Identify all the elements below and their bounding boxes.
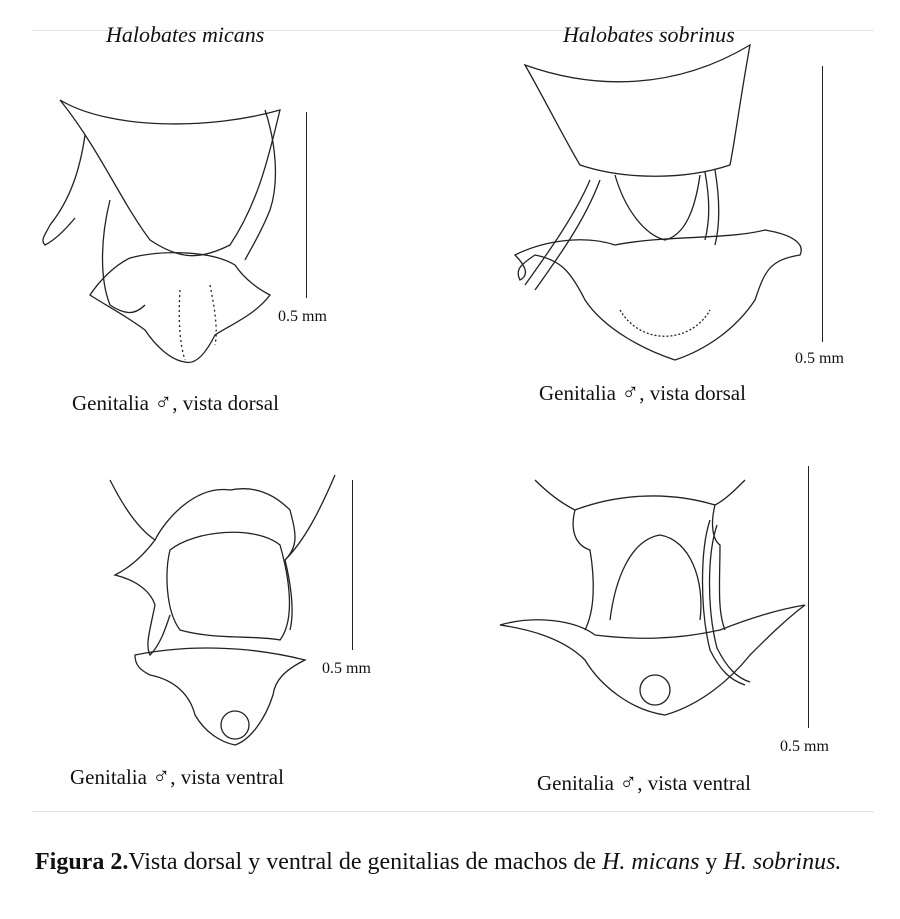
caption-bottom-right-post: , vista ventral [637, 771, 751, 795]
micans-dorsal-drawing [30, 90, 330, 380]
caption-top-right [539, 380, 746, 407]
scale-bar-top-right [822, 66, 823, 342]
species-name-micans: H. micans [602, 849, 700, 875]
male-symbol-icon: ♂ [152, 764, 171, 790]
caption-top-left-pre: Genitalia [72, 391, 155, 415]
scale-bar-top-left [306, 112, 307, 298]
scale-label-top-left: 0.5 mm [278, 308, 327, 325]
sobrinus-dorsal-drawing [505, 40, 815, 370]
caption-top-right-post: , vista dorsal [639, 381, 746, 405]
figure-caption-text: Vista dorsal y ventral de genitalias de machos de [128, 849, 603, 875]
caption-bottom-left [70, 764, 284, 791]
caption-bottom-left-pre: Genitalia [70, 765, 153, 789]
figure-label: Figura 2. [35, 849, 129, 875]
figure-caption-connector: y [699, 849, 724, 875]
scale-label-bottom-right: 0.5 mm [780, 738, 829, 755]
species-title-right: Halobates sobrinus [563, 22, 735, 47]
species-title-left: Halobates micans [106, 22, 265, 47]
species-name-sobrinus: H. sobrinus. [723, 849, 842, 875]
male-symbol-icon: ♂ [154, 390, 173, 416]
scale-label-top-right: 0.5 mm [795, 350, 844, 367]
caption-top-left-post: , vista dorsal [172, 391, 279, 415]
scale-bar-bottom-right [808, 466, 809, 728]
figure-caption [35, 848, 875, 876]
caption-bottom-left-post: , vista ventral [170, 765, 284, 789]
male-symbol-icon: ♂ [619, 770, 638, 796]
caption-bottom-right-pre: Genitalia [537, 771, 620, 795]
caption-bottom-right [537, 770, 751, 797]
micans-ventral-drawing [95, 470, 345, 760]
sobrinus-ventral-drawing [495, 470, 815, 760]
caption-top-left [72, 390, 279, 417]
scale-label-bottom-left: 0.5 mm [322, 660, 371, 677]
caption-top-right-pre: Genitalia [539, 381, 622, 405]
male-symbol-icon: ♂ [621, 380, 640, 406]
scale-bar-bottom-left [352, 480, 353, 650]
